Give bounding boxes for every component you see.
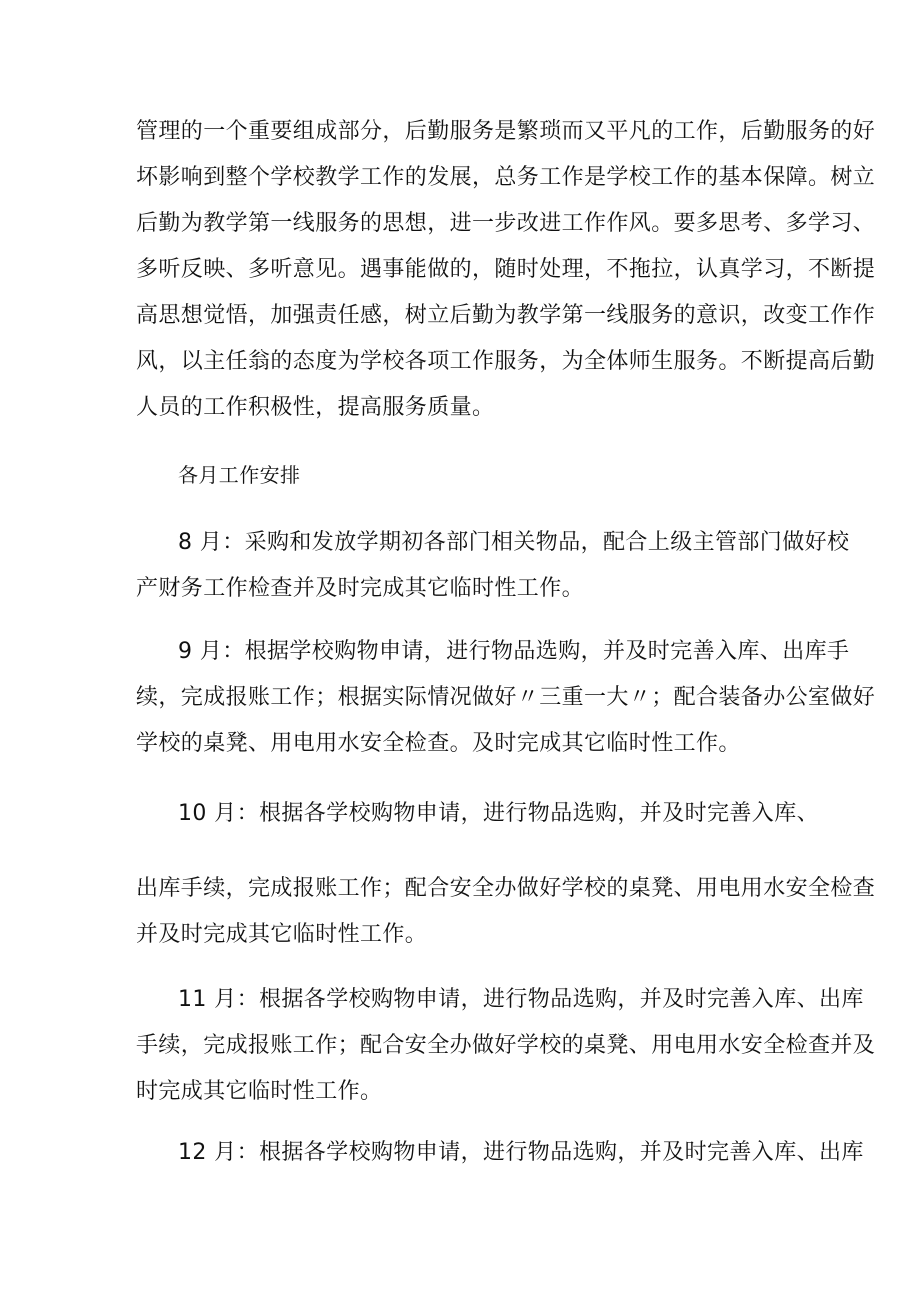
section-heading: 各月工作安排 [178, 463, 301, 487]
month-paragraph-line: 11 月：根据各学校购物申请，进行物品选购，并及时完善入库、出库 [178, 987, 864, 1012]
month-paragraph-line: 学校的桌凳、用电用水安全检查。及时完成其它临时性工作。 [136, 731, 741, 756]
intro-line: 管理的一个重要组成部分，后勤服务是繁琐而又平凡的工作，后勤服务的好 [136, 119, 876, 144]
month-paragraph-line: 续，完成报账工作；根据实际情况做好〃三重一大〃；配合装备办公室做好 [136, 685, 876, 710]
intro-line: 风，以主任翁的态度为学校各项工作服务，为全体师生服务。不断提高后勤 [136, 349, 876, 374]
intro-line: 后勤为教学第一线服务的思想，进一步改进工作作风。要多思考、多学习、 [136, 211, 876, 236]
month-paragraph-line: 产财务工作检查并及时完成其它临时性工作。 [136, 576, 585, 601]
month-paragraph-line: 并及时完成其它临时性工作。 [136, 922, 428, 947]
month-paragraph-line: 12 月：根据各学校购物申请，进行物品选购，并及时完善入库、出库 [178, 1140, 864, 1165]
intro-line: 高思想觉悟，加强责任感，树立后勤为教学第一线服务的意识，改变工作作 [136, 303, 876, 328]
intro-line: 多听反映、多听意见。遇事能做的，随时处理，不拖拉，认真学习，不断提 [136, 257, 876, 282]
intro-line: 人员的工作积极性，提高服务质量。 [136, 395, 495, 420]
month-paragraph-line: 手续，完成报账工作；配合安全办做好学校的桌凳、用电用水安全检查并及 [136, 1033, 876, 1058]
month-paragraph-line: 8 月：采购和发放学期初各部门相关物品，配合上级主管部门做好校 [178, 530, 850, 555]
month-paragraph-line: 10 月：根据各学校购物申请，进行物品选购，并及时完善入库、 [178, 801, 819, 826]
month-paragraph-line: 出库手续，完成报账工作；配合安全办做好学校的桌凳、用电用水安全检查 [136, 876, 876, 901]
month-paragraph-line: 时完成其它临时性工作。 [136, 1079, 383, 1104]
intro-line: 坏影响到整个学校教学工作的发展，总务工作是学校工作的基本保障。树立 [136, 165, 876, 190]
month-paragraph-line: 9 月：根据学校购物申请，进行物品选购，并及时完善入库、出库手 [178, 639, 850, 664]
